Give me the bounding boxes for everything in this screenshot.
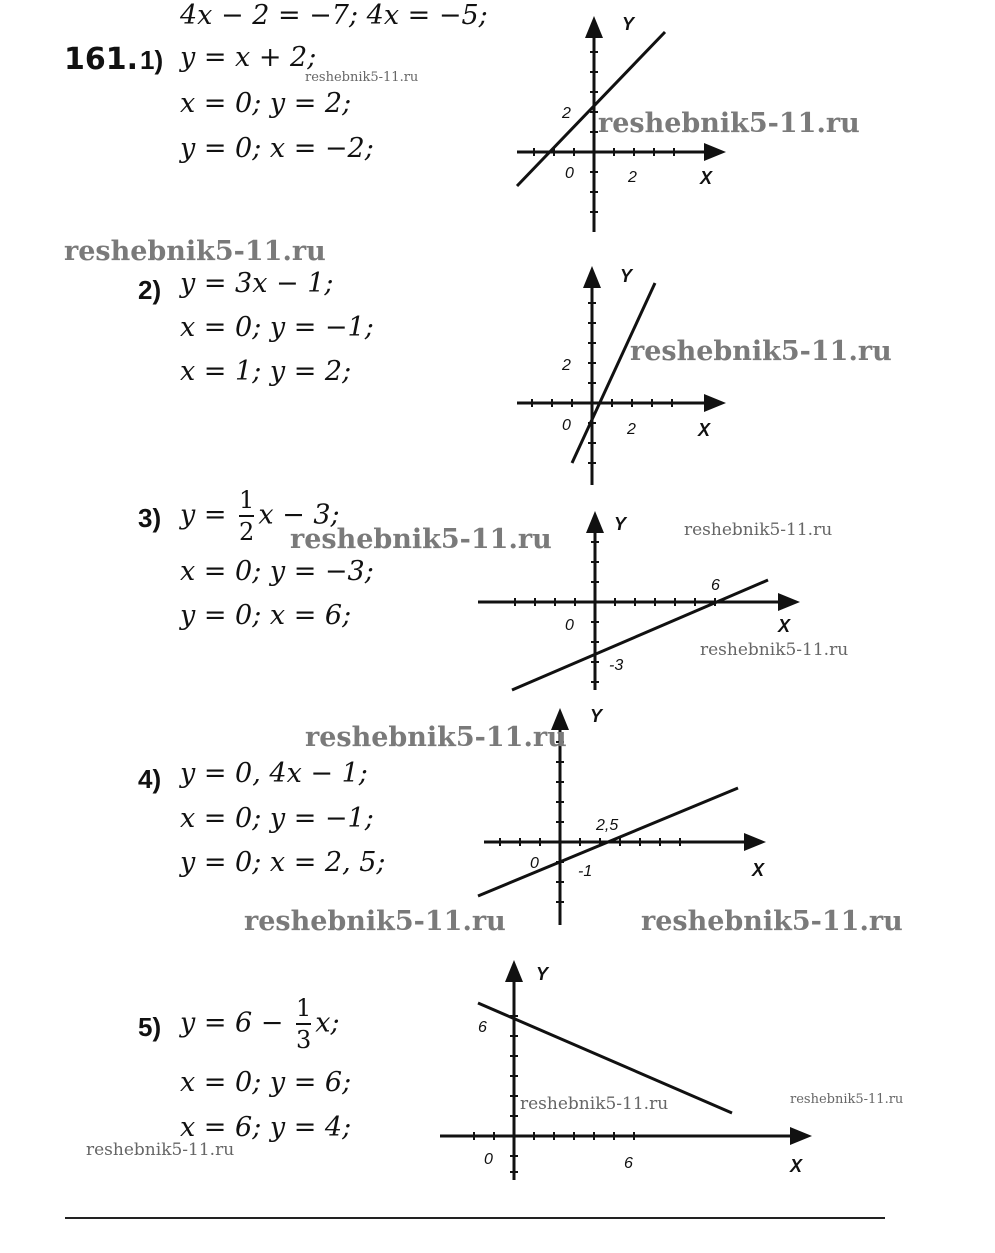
graph-2-y-label: Y: [620, 266, 633, 286]
item-2-line-2: x = 1; y = 2;: [180, 356, 352, 387]
graph-5-x-arrow: [790, 1127, 812, 1145]
watermark: reshebnik5-11.ru: [244, 906, 506, 937]
watermark: reshebnik5-11.ru: [598, 108, 860, 139]
item-3-number: 3): [138, 503, 162, 533]
graph-1-x-label: X: [700, 168, 713, 188]
graph-4-y-label: Y: [590, 706, 603, 726]
item-4-number: 4): [138, 764, 162, 794]
item-5-eq-prefix: y = 6 −: [180, 1007, 293, 1039]
watermark: reshebnik5-11.ru: [305, 722, 567, 753]
item-1-number: 1): [140, 45, 164, 75]
item-1-line-1: x = 0; y = 2;: [180, 88, 352, 119]
graph-3-x-label: X: [778, 616, 791, 636]
graph-5-y-label: Y: [536, 964, 549, 984]
watermark: reshebnik5-11.ru: [86, 1140, 235, 1160]
graph-5-y-arrow: [505, 960, 523, 982]
top-equation-line: 4x − 2 = −7; 4x = −5;: [180, 0, 488, 31]
graph-1-origin-label: 0: [565, 165, 574, 182]
watermark: reshebnik5-11.ru: [700, 640, 849, 660]
graph-2-label-b: 2: [627, 421, 636, 438]
item-4-line-1: x = 0; y = −1;: [180, 803, 374, 834]
item-2-equation: y = 3x − 1;: [180, 268, 334, 299]
watermark: reshebnik5-11.ru: [641, 906, 903, 937]
watermark: reshebnik5-11.ru: [290, 524, 552, 555]
graph-5-origin-label: 0: [484, 1151, 493, 1168]
watermark: reshebnik5-11.ru: [305, 70, 419, 85]
graph-4-origin-label: 0: [530, 855, 539, 872]
graph-2-x-label: X: [698, 420, 711, 440]
item-4-line-2: y = 0; x = 2, 5;: [180, 847, 386, 878]
item-4-equation: y = 0, 4x − 1;: [180, 758, 368, 789]
fraction-denominator: 3: [296, 1026, 312, 1054]
item-1-equation: y = x + 2;: [180, 42, 317, 73]
fraction-numerator: 1: [239, 486, 255, 514]
graph-4-label-a: 2,5: [596, 817, 619, 834]
watermark: reshebnik5-11.ru: [64, 236, 326, 267]
graph-1-y-label: Y: [622, 14, 635, 34]
graph-5-label-b: 6: [624, 1155, 633, 1172]
item-2-number: 2): [138, 275, 162, 305]
graph-4-label-b: -1: [578, 863, 593, 880]
item-3-eq-suffix: x − 3;: [258, 499, 340, 531]
watermark: reshebnik5-11.ru: [630, 336, 892, 367]
fraction-denominator: 2: [239, 518, 255, 546]
graph-1-label-b: 2: [628, 169, 637, 186]
graph-3-origin-label: 0: [565, 617, 574, 634]
item-2-line-1: x = 0; y = −1;: [180, 312, 374, 343]
graph-3-label-b: -3: [609, 657, 624, 674]
watermark: reshebnik5-11.ru: [520, 1094, 669, 1114]
item-5-line-2: x = 6; y = 4;: [180, 1112, 352, 1143]
problem-number: 161.: [64, 42, 139, 77]
item-1-line-2: y = 0; x = −2;: [180, 133, 374, 164]
graph-3-y-label: Y: [614, 514, 627, 534]
watermark: reshebnik5-11.ru: [684, 520, 833, 540]
graph-3-label-a: 6: [711, 577, 720, 594]
item-5-line-1: x = 0; y = 6;: [180, 1067, 352, 1098]
graph-4-x-label: X: [752, 860, 765, 880]
graph-5-x-label: X: [790, 1156, 803, 1176]
item-3-eq-prefix: y =: [180, 499, 236, 531]
watermark: reshebnik5-11.ru: [790, 1092, 904, 1107]
item-5-number: 5): [138, 1012, 162, 1042]
graph-2-label-a: 2: [562, 357, 571, 374]
graph-2-origin-label: 0: [562, 417, 571, 434]
graph-5-label-a: 6: [478, 1019, 487, 1036]
fraction-numerator: 1: [296, 994, 312, 1022]
bottom-rule: [65, 1217, 885, 1219]
item-3-line-1: x = 0; y = −3;: [180, 556, 374, 587]
item-3-line-2: y = 0; x = 6;: [180, 600, 352, 631]
graph-1-label-a: 2: [562, 105, 571, 122]
item-5-eq-suffix: x;: [315, 1007, 340, 1039]
